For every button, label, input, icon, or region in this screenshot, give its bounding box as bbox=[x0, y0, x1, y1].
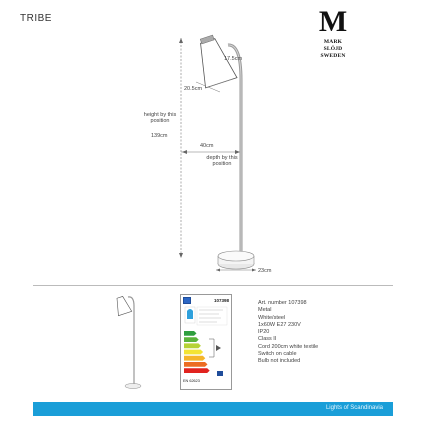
spec-item: Metal bbox=[258, 307, 272, 314]
energy-class-bar bbox=[184, 337, 199, 342]
logo-word-2: SLÖJD bbox=[323, 46, 343, 52]
section-divider bbox=[33, 285, 393, 286]
logo-letter: M bbox=[318, 5, 348, 38]
energy-article-number: 107398 bbox=[214, 298, 230, 303]
spec-list bbox=[258, 300, 318, 366]
product-title: TRIBE bbox=[20, 13, 52, 24]
spec-item: Cord 200cm white textile bbox=[258, 343, 319, 350]
spec-item: IP20 bbox=[258, 329, 270, 336]
lamp-base-top bbox=[218, 251, 254, 261]
spec-item: 1x60W E27 230V bbox=[258, 321, 301, 328]
energy-label bbox=[180, 294, 232, 390]
energy-code: EN 62623 bbox=[183, 379, 200, 383]
base-label: 23cm bbox=[258, 268, 272, 274]
footer-text: Lights of Scandinavia bbox=[325, 405, 383, 411]
lamp-thumbnail bbox=[100, 292, 150, 392]
spec-item: White/steel bbox=[258, 314, 286, 321]
footer-bar bbox=[33, 402, 393, 416]
arrow-left bbox=[182, 150, 187, 154]
height-note-label: height by this position bbox=[143, 112, 177, 124]
logo-word-3: SWEDEN bbox=[320, 53, 346, 59]
energy-bars bbox=[184, 331, 210, 373]
shade-height-label: 17.5cm bbox=[224, 56, 243, 62]
spec-item: Art. number 107398 bbox=[258, 300, 307, 306]
arrow-bottom bbox=[179, 253, 183, 258]
height-label: 139cm bbox=[151, 133, 168, 139]
energy-class-bar bbox=[184, 331, 197, 336]
depth-label: 40cm bbox=[200, 143, 214, 149]
arrow-right bbox=[235, 150, 240, 154]
depth-note-label: depth by this position bbox=[206, 155, 238, 167]
spec-item: Bulb not included bbox=[258, 358, 301, 365]
energy-class-bar bbox=[184, 368, 210, 373]
energy-class-bar bbox=[184, 362, 208, 367]
energy-class-bar bbox=[184, 343, 201, 348]
spec-item: Switch on cable bbox=[258, 351, 297, 358]
spec-item: Class II bbox=[258, 336, 277, 343]
energy-label-graphic bbox=[181, 295, 231, 389]
shade-width-label: 20.5cm bbox=[184, 86, 203, 92]
logo-word-1: MARK bbox=[323, 39, 343, 45]
energy-class-bar bbox=[184, 350, 203, 355]
arrow-top bbox=[179, 38, 183, 43]
energy-class-bar bbox=[184, 356, 205, 361]
